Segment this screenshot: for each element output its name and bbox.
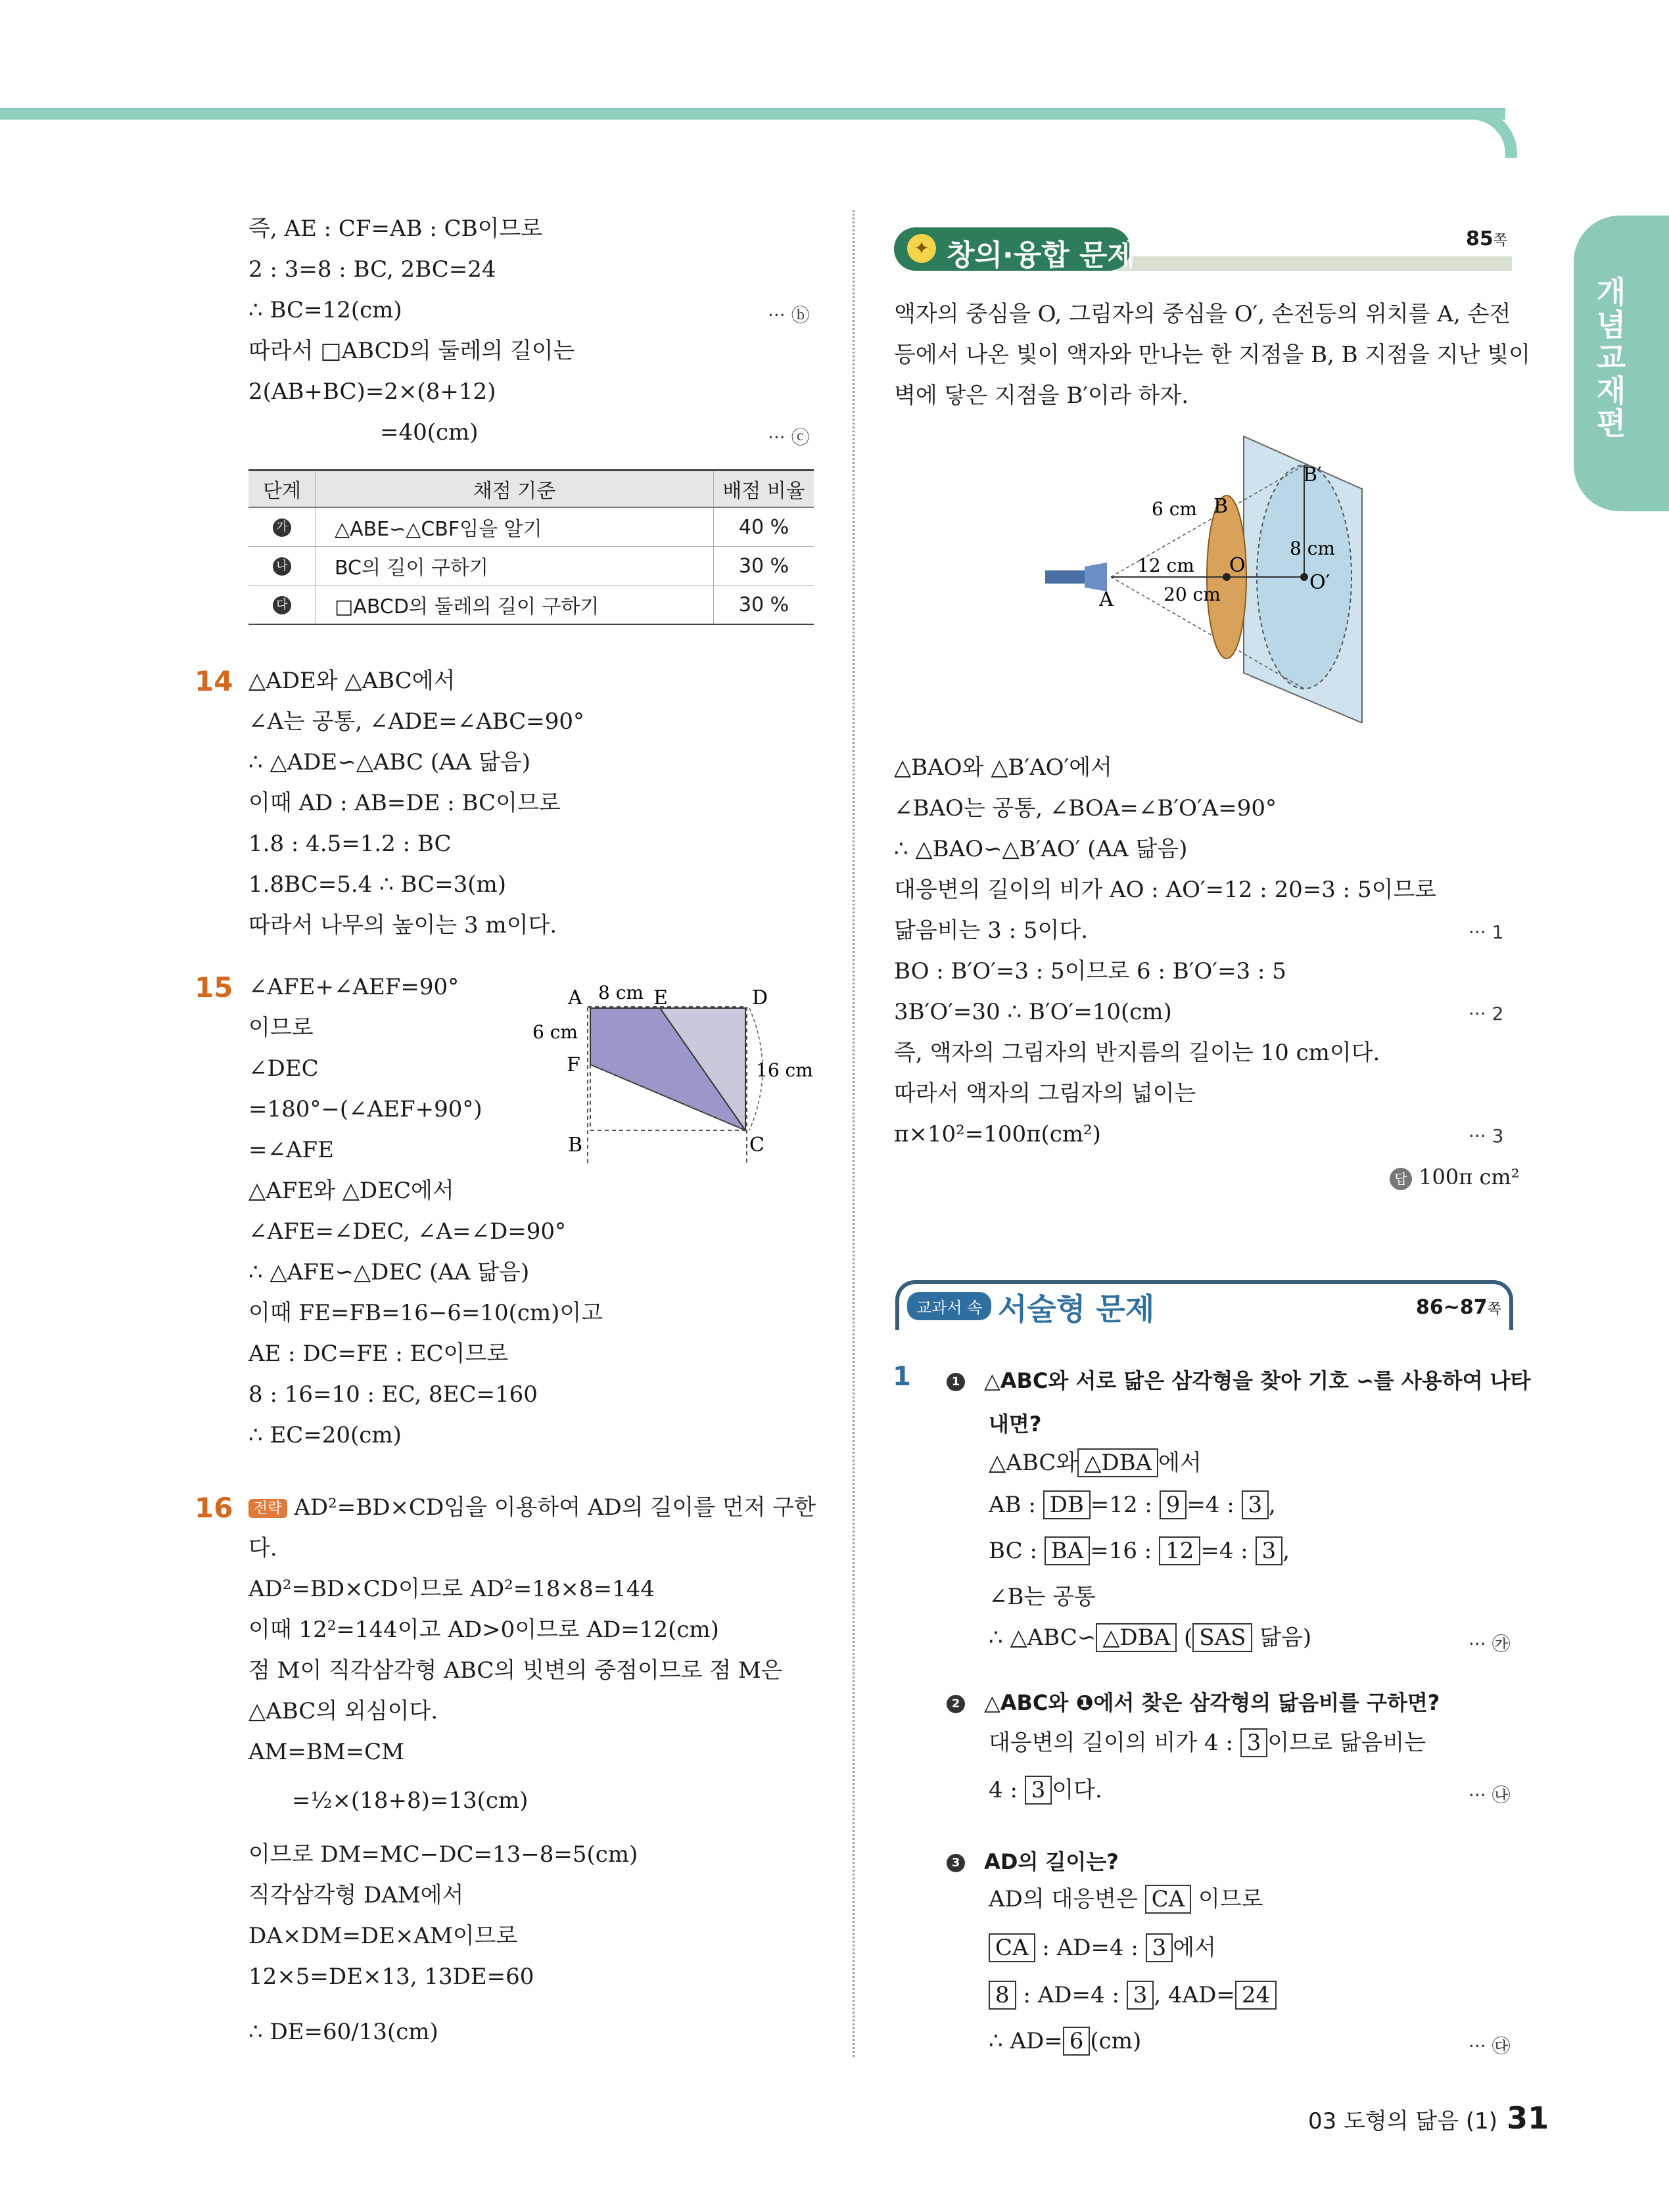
p16-line: 12×5=DE×13, 13DE=60 — [248, 1964, 534, 1990]
cont-mark-c: ··· ⓒ — [768, 426, 810, 448]
problem-14-number: 14 — [195, 665, 233, 697]
strategy-tag: 전략 — [248, 1499, 287, 1518]
fig15-label-c: C — [749, 1134, 764, 1157]
score-row — [248, 586, 814, 625]
p15-line: △AFE와 △DEC에서 — [248, 1178, 454, 1204]
answer-box: △DBA — [1096, 1623, 1177, 1652]
p14-line: 이때 AD : AB=DE : BC이므로 — [248, 790, 561, 816]
text: 에서 — [1173, 1935, 1216, 1961]
p15-line: ∠DEC — [248, 1055, 319, 1082]
answer-value: 100π cm² — [1419, 1164, 1520, 1189]
creative-page-unit: 쪽 — [1493, 233, 1508, 249]
sol-line: ∴ △BAO∽△B′AO′ (AA 닮음) — [894, 836, 1188, 862]
sol-line: 따라서 액자의 그림자의 넓이는 — [894, 1080, 1196, 1107]
problem-16-number: 16 — [195, 1492, 233, 1524]
answer-box: 3 — [1025, 1776, 1052, 1805]
p16-line: =½×(18+8)=13(cm) — [292, 1787, 529, 1814]
cont-line-6: =40(cm) — [380, 419, 479, 446]
text: BC : — [989, 1538, 1045, 1564]
q1-s3-a3 — [989, 1981, 1277, 2010]
cont-mark-b: ··· ⓑ — [768, 304, 810, 326]
top-bar — [0, 108, 1505, 120]
p16-line: AD²=BD×CD이므로 AD²=18×8=144 — [248, 1576, 655, 1602]
page-number: 31 — [1507, 2100, 1549, 2136]
chapter-title: 03 도형의 닮음 (1) — [1308, 2108, 1498, 2134]
answer-box: 24 — [1235, 1981, 1277, 2010]
score-ratio: 30 % — [714, 547, 814, 586]
text: AB : — [989, 1492, 1043, 1518]
cont-line-2: 2 : 3=8 : BC, 2BC=24 — [248, 256, 496, 283]
score-ratio: 40 % — [714, 507, 814, 547]
p15-line: ∴ EC=20(cm) — [248, 1422, 402, 1448]
sol-line: π×10²=100π(cm²) — [894, 1121, 1101, 1147]
p15-line: =∠AFE — [248, 1137, 334, 1163]
answer-box: CA — [989, 1933, 1035, 1962]
figure-15 — [526, 973, 822, 1163]
p14-line: 1.8BC=5.4 ∴ BC=3(m) — [248, 871, 507, 898]
descriptive-page-unit: 쪽 — [1487, 1301, 1501, 1318]
creative-title: 창의·융합 문제 — [947, 239, 1136, 272]
text: ( — [1177, 1624, 1193, 1651]
flashlight-body — [1045, 570, 1085, 584]
p14-line: 1.8 : 4.5=1.2 : BC — [248, 831, 452, 857]
q1-mark-c: ··· ㉰ — [1469, 2035, 1511, 2057]
q1-s3-text: AD의 길이는? — [984, 1849, 1119, 1874]
header-bar — [1117, 256, 1512, 271]
intro-line: 벽에 닿은 지점을 B′이라 하자. — [894, 382, 1189, 409]
q1-s2-a1 — [989, 1728, 1426, 1757]
fig15-label-8cm: 8 cm — [598, 982, 644, 1003]
sol-line: BO : B′O′=3 : 5이므로 6 : B′O′=3 : 5 — [894, 958, 1286, 984]
fig-label-6cm: 6 cm — [1152, 498, 1197, 520]
page-footer — [1308, 2100, 1549, 2136]
lightbulb-icon: ✦ — [907, 234, 936, 263]
creative-page — [1466, 227, 1507, 250]
text: , — [1282, 1538, 1290, 1564]
answer-box: 3 — [1127, 1981, 1154, 2010]
q1-s3-a1 — [989, 1885, 1263, 1914]
score-criterion: BC의 길이 구하기 — [316, 547, 714, 586]
cont-line-1: 즉, AE : CF=AB : CB이므로 — [248, 216, 543, 242]
flashlight-head — [1085, 563, 1107, 591]
q1-step3-question — [947, 1845, 1119, 1876]
sol-mark-2: ··· 2 — [1469, 1003, 1504, 1025]
answer-box: BA — [1045, 1536, 1091, 1565]
q1-s3-a2 — [989, 1933, 1216, 1962]
p16-line: 이므로 DM=MC−DC=13−8=5(cm) — [248, 1841, 638, 1868]
step-3-icon: 3 — [947, 1854, 965, 1872]
text: =12 : — [1090, 1492, 1160, 1518]
score-table — [248, 469, 814, 625]
p16-line: 이때 12²=144이고 AD>0이므로 AD=12(cm) — [248, 1617, 719, 1643]
sol-line: 3B′O′=30 ∴ B′O′=10(cm) — [894, 999, 1172, 1025]
sol-line: △BAO와 △B′AO′에서 — [894, 754, 1112, 781]
q1-s1-a5 — [989, 1623, 1311, 1652]
q1-s1-a4: ∠B는 공통 — [989, 1584, 1096, 1610]
answer-box: 8 — [989, 1981, 1016, 2010]
step-badge: 가 — [273, 518, 291, 537]
p16-line: 점 M이 직각삼각형 ABC의 빗변의 중점이므로 점 M은 — [248, 1657, 783, 1684]
answer-box: DB — [1043, 1490, 1091, 1519]
score-ratio: 30 % — [714, 586, 814, 625]
p15-line: =180°−(∠AEF+90°) — [248, 1096, 482, 1122]
q1-mark-a: ··· ㉮ — [1469, 1633, 1511, 1655]
text: (cm) — [1090, 2028, 1142, 2054]
fig-label-o: O — [1229, 554, 1246, 577]
descriptive-header — [895, 1280, 1513, 1330]
q1-s1-a3 — [989, 1536, 1290, 1565]
text: 이므로 닮음비는 — [1267, 1730, 1426, 1756]
q1-s1-text: △ABC와 서로 닮은 삼각형을 찾아 기호 ∽를 사용하여 나타 — [984, 1368, 1531, 1393]
p15-line: 이므로 — [248, 1015, 314, 1041]
p16-line: ∴ DE=60/13(cm) — [248, 2019, 438, 2045]
q1-number: 1 — [893, 1362, 911, 1392]
score-criterion: △ABE∽△CBF임을 알기 — [316, 507, 714, 547]
p14-line: ∠A는 공통, ∠ADE=∠ABC=90° — [248, 708, 585, 735]
answer-box: 3 — [1242, 1490, 1269, 1519]
textbook-chip: 교과서 속 — [907, 1292, 991, 1320]
p14-line: △ADE와 △ABC에서 — [248, 668, 456, 694]
sol-mark-3: ··· 3 — [1469, 1125, 1504, 1147]
text: 이므로 — [1191, 1886, 1263, 1912]
sol-line: 즉, 액자의 그림자의 반지름의 길이는 10 cm이다. — [894, 1040, 1380, 1066]
step-1-icon: 1 — [947, 1373, 965, 1391]
score-header-row — [248, 471, 814, 508]
intro-line: 등에서 나온 빛이 액자와 만나는 한 지점을 B, B 지점을 지난 빛이 — [894, 342, 1530, 368]
p15-line: ∴ △AFE∽△DEC (AA 닮음) — [248, 1259, 530, 1285]
score-header-ratio: 배점 비율 — [714, 471, 814, 508]
fig-label-8cm: 8 cm — [1290, 538, 1335, 559]
score-header-step: 단계 — [248, 471, 316, 508]
p16-line: AM=BM=CM — [248, 1739, 404, 1765]
fig-label-b: B — [1213, 495, 1229, 518]
figure-flashlight — [1039, 434, 1380, 723]
side-tab-label: 개념교재편 — [1591, 276, 1627, 440]
p16-strategy-line — [248, 1493, 816, 1523]
fig15-label-b: B — [568, 1134, 583, 1157]
text: 이다. — [1052, 1777, 1102, 1803]
answer-line — [1390, 1164, 1520, 1190]
top-bar-curve — [1465, 108, 1517, 158]
text: 닮음) — [1252, 1624, 1312, 1651]
answer-box: 3 — [1146, 1933, 1173, 1962]
p15-line: 이때 FE=FB=16−6=10(cm)이고 — [248, 1300, 603, 1326]
score-row — [248, 507, 814, 547]
text: 에서 — [1158, 1450, 1202, 1476]
text: =4 : — [1187, 1492, 1242, 1518]
fig15-label-6cm: 6 cm — [532, 1021, 578, 1043]
q1-s2-text: △ABC와 ❶에서 찾은 삼각형의 닮음비를 구하면? — [984, 1690, 1440, 1715]
step-badge: 다 — [273, 596, 291, 614]
answer-box: 3 — [1256, 1536, 1283, 1565]
descriptive-page-num: 86~87 — [1416, 1296, 1488, 1319]
score-header-criterion: 채점 기준 — [316, 471, 714, 508]
text: : AD=4 : — [1035, 1935, 1146, 1961]
q1-s1-a2 — [989, 1490, 1276, 1519]
fig-label-12cm: 12 cm — [1137, 555, 1194, 576]
descriptive-title: 서술형 문제 — [998, 1291, 1155, 1327]
p14-line: 따라서 나무의 높이는 3 m이다. — [248, 912, 557, 938]
text: =4 : — [1200, 1538, 1256, 1564]
answer-tag: 답 — [1390, 1168, 1412, 1190]
step-2-icon: 2 — [947, 1695, 965, 1713]
q1-s2-a2 — [989, 1776, 1102, 1805]
creative-page-num: 85 — [1466, 227, 1493, 250]
sol-line: 닮음비는 3 : 5이다. — [894, 917, 1089, 944]
strategy-text: AD²=BD×CD임을 이용하여 AD의 길이를 먼저 구한 — [294, 1494, 816, 1521]
point-o2 — [1300, 573, 1308, 581]
p15-line: ∠AFE=∠DEC, ∠A=∠D=90° — [248, 1218, 566, 1245]
text: 대응변의 길이의 비가 4 : — [989, 1730, 1240, 1756]
cont-line-3: ∴ BC=12(cm) — [248, 297, 402, 323]
fig15-label-d: D — [752, 986, 768, 1009]
sol-line: ∠BAO는 공통, ∠BOA=∠B′O′A=90° — [894, 795, 1277, 821]
score-criterion: □ABCD의 둘레의 길이 구하기 — [316, 586, 714, 625]
fig-label-b2: B′ — [1303, 463, 1322, 486]
q1-step2-question — [947, 1686, 1440, 1717]
q1-s1-text2: 내면? — [989, 1412, 1042, 1437]
answer-box: CA — [1145, 1885, 1192, 1914]
sol-mark-1: ··· 1 — [1469, 921, 1504, 943]
text: , 4AD= — [1154, 1982, 1235, 2008]
problem-15-number: 15 — [195, 971, 233, 1003]
answer-box: 6 — [1063, 2027, 1091, 2056]
descriptive-page — [1416, 1296, 1501, 1319]
text: =16 : — [1090, 1538, 1160, 1564]
fig-label-20cm: 20 cm — [1164, 584, 1221, 605]
answer-box: 12 — [1159, 1536, 1200, 1565]
text: AD의 대응변은 — [989, 1886, 1145, 1912]
cont-line-5: 2(AB+BC)=2×(8+12) — [248, 379, 496, 405]
text: △ABC와 — [989, 1450, 1078, 1476]
cont-line-4: 따라서 □ABCD의 둘레의 길이는 — [248, 338, 575, 364]
intro-line: 액자의 중심을 O, 그림자의 중심을 O′, 손전등의 위치를 A, 손전 — [894, 301, 1511, 327]
answer-box: SAS — [1192, 1623, 1252, 1652]
text: ∴ △ABC∽ — [989, 1624, 1096, 1651]
p16-line: △ABC의 외심이다. — [248, 1698, 438, 1724]
fig-label-a: A — [1099, 588, 1114, 611]
fig-label-o2: O′ — [1309, 571, 1330, 594]
step-badge: 나 — [273, 557, 291, 576]
p15-line: 8 : 16=10 : EC, 8EC=160 — [248, 1381, 538, 1408]
answer-box: 3 — [1240, 1728, 1268, 1757]
text: , — [1269, 1492, 1276, 1518]
q1-mark-b: ··· ㉯ — [1469, 1784, 1511, 1806]
q1-s3-a4 — [989, 2027, 1141, 2056]
p15-line: AE : DC=FE : EC이므로 — [248, 1341, 509, 1367]
p14-line: ∴ △ADE∽△ABC (AA 닮음) — [248, 749, 530, 775]
answer-box: 9 — [1160, 1490, 1187, 1519]
text: : AD=4 : — [1016, 1982, 1127, 2008]
fig15-label-f: F — [567, 1053, 580, 1076]
text: 4 : — [989, 1777, 1025, 1803]
p16-line: DA×DM=DE×AM이므로 — [248, 1923, 518, 1949]
fig15-label-16cm: 16 cm — [756, 1059, 813, 1081]
text: ∴ AD= — [989, 2028, 1063, 2054]
sol-line: 대응변의 길이의 비가 AO : AO′=12 : 20=3 : 5이므로 — [894, 877, 1437, 903]
creative-header — [894, 227, 1512, 273]
column-divider — [853, 210, 855, 2057]
q1-step1-question — [947, 1364, 1531, 1394]
score-row — [248, 547, 814, 586]
p16-line: 다. — [248, 1535, 277, 1561]
answer-box: △DBA — [1077, 1448, 1158, 1477]
q1-s1-a1 — [989, 1448, 1202, 1477]
p16-line: 직각삼각형 DAM에서 — [248, 1882, 464, 1908]
p15-line: ∠AFE+∠AEF=90° — [248, 974, 459, 1000]
fig15-label-e: E — [653, 986, 668, 1009]
fig15-label-a: A — [568, 986, 582, 1009]
